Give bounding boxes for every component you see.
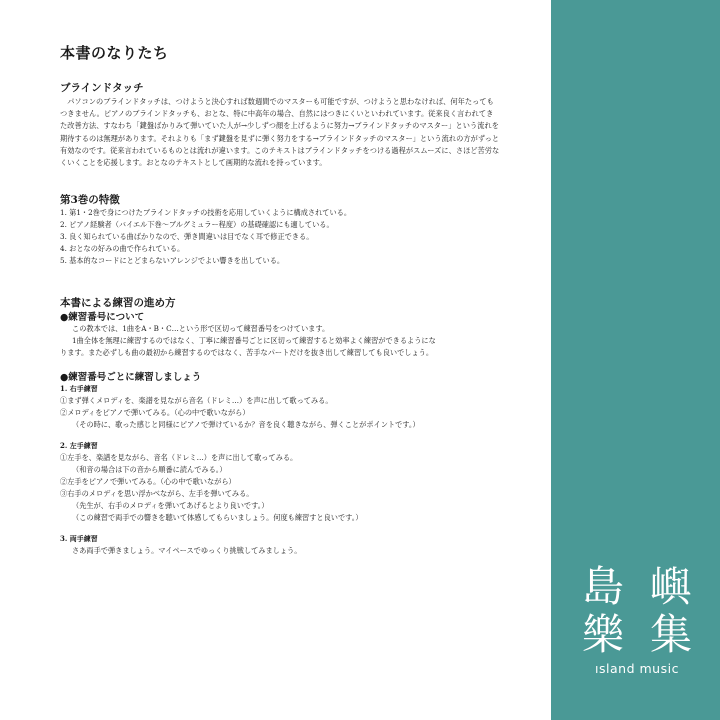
logo-char: 島 (582, 562, 625, 611)
logo-row-top (582, 563, 692, 611)
left-hand-line: ②左手をピアノで弾いてみる。（心の中で歌いながら） (60, 477, 236, 486)
left-hand-line: （和音の場合は下の音から順番に読んでみる。） (72, 465, 227, 474)
both-hands-label: 3. 両手練習 (60, 534, 98, 543)
feature-item: 2. ピアノ経験者（バイエル下巻～ブルグミュラー程度）の基礎確認にも適している。 (60, 220, 334, 229)
logo-row-bottom (582, 611, 692, 659)
both-hands-line: さあ両手で弾きましょう。マイペースでゆっくり挑戦してみましょう。 (72, 546, 302, 555)
left-hand-line: ③右手のメロディを思い浮かべながら、左手を弾いてみる。 (60, 489, 254, 498)
logo-char: 樂 (582, 610, 625, 659)
logo-char: 集 (649, 610, 692, 659)
feature-item: 4. おとなの好みの曲で作られている。 (60, 244, 185, 253)
logo-english-text: ısland music (595, 661, 679, 676)
page-title: 本書のなりたち (60, 44, 169, 62)
section-heading-blind-touch: ブラインドタッチ (60, 82, 144, 94)
feature-item: 3. 良く知られている曲ばかりなので、弾き間違いは目でなく耳で修正できる。 (60, 232, 314, 241)
left-hand-line: （この練習で両手での響きを聴いて体感してもらいましょう。何度も練習すと良いです。） (72, 513, 363, 522)
section-heading-practice: 本書による練習の進め方 (60, 297, 176, 309)
feature-item: 5. 基本的なコードにとどまらないアレンジでよい響きを出している。 (60, 256, 285, 265)
practice-numbers-line: ります。また必ずしも曲の最初から練習するのではなく、苦手なパートだけを抜き出して練習しても良いでしょう。 (60, 348, 434, 357)
right-hand-line: ②メロディをピアノで弾いてみる。（心の中で歌いながら） (60, 408, 250, 417)
blind-touch-paragraph: パソコンのブラインドタッチは、つけようと決心すれば数週間でのマスターも可能ですが、つけようと思わなければ、何年たってもつきません。ピアノのブラインドタッチも、おとな、特に中高年の場合、自然にはつきにくいといわれています。従来良く言われてきた改善方法、すなわち「鍵盤ばかりみて弾いていた人が→少しずつ顔を上げるように努力→ブラインドタッチのマスター」という流れを期待するのは無理があります。それよりも「まず鍵盤を見ずに弾く努力をする→ブラインドタッチのマスター」という流れの方がずっと有効なのです。従来言われているものとは流れが違います。このテキストはブラインドタッチをつける過程がスムーズに、さほど苦労なくいくことを応援します。おとなのテキストとして画期的な流れを持っています。 (60, 97, 500, 168)
subheading-practice-numbers: ●練習番号について (60, 312, 145, 323)
left-hand-line: （先生が、右手のメロディを弾いてあげるとより良いです。） (72, 501, 269, 510)
section-heading-features: 第3巻の特徴 (60, 194, 120, 206)
right-hand-line: （その時に、歌った感じと同様にピアノで弾けているか？音を良く聴きながら、弾くことがポイントです。） (72, 420, 420, 429)
feature-item: 1. 第1・2巻で身につけたブラインドタッチの技術を応用していくように構成されている。 (60, 208, 352, 217)
logo-char: 嶼 (649, 562, 692, 611)
right-hand-line: ①まず弾くメロディを、楽譜を見ながら音名（ドレミ…）を声に出して歌ってみる。 (60, 396, 333, 405)
subheading-practice-by-number: ●練習番号ごとに練習しましょう (60, 372, 202, 383)
left-hand-line: ①左手を、楽譜を見ながら、音名（ドレミ…）を声に出して歌ってみる。 (60, 453, 298, 462)
right-hand-label: 1. 右手練習 (60, 384, 98, 393)
practice-numbers-line: この教本では、1曲をA・B・C…という形で区切って練習番号をつけています。 (72, 324, 330, 333)
island-music-logo (582, 563, 692, 676)
practice-numbers-line: 1曲全体を無理に練習するのではなく、丁寧に練習番号ごとに区切って練習すると効率よく練習ができるようにな (72, 336, 436, 345)
left-hand-label: 2. 左手練習 (60, 441, 98, 450)
